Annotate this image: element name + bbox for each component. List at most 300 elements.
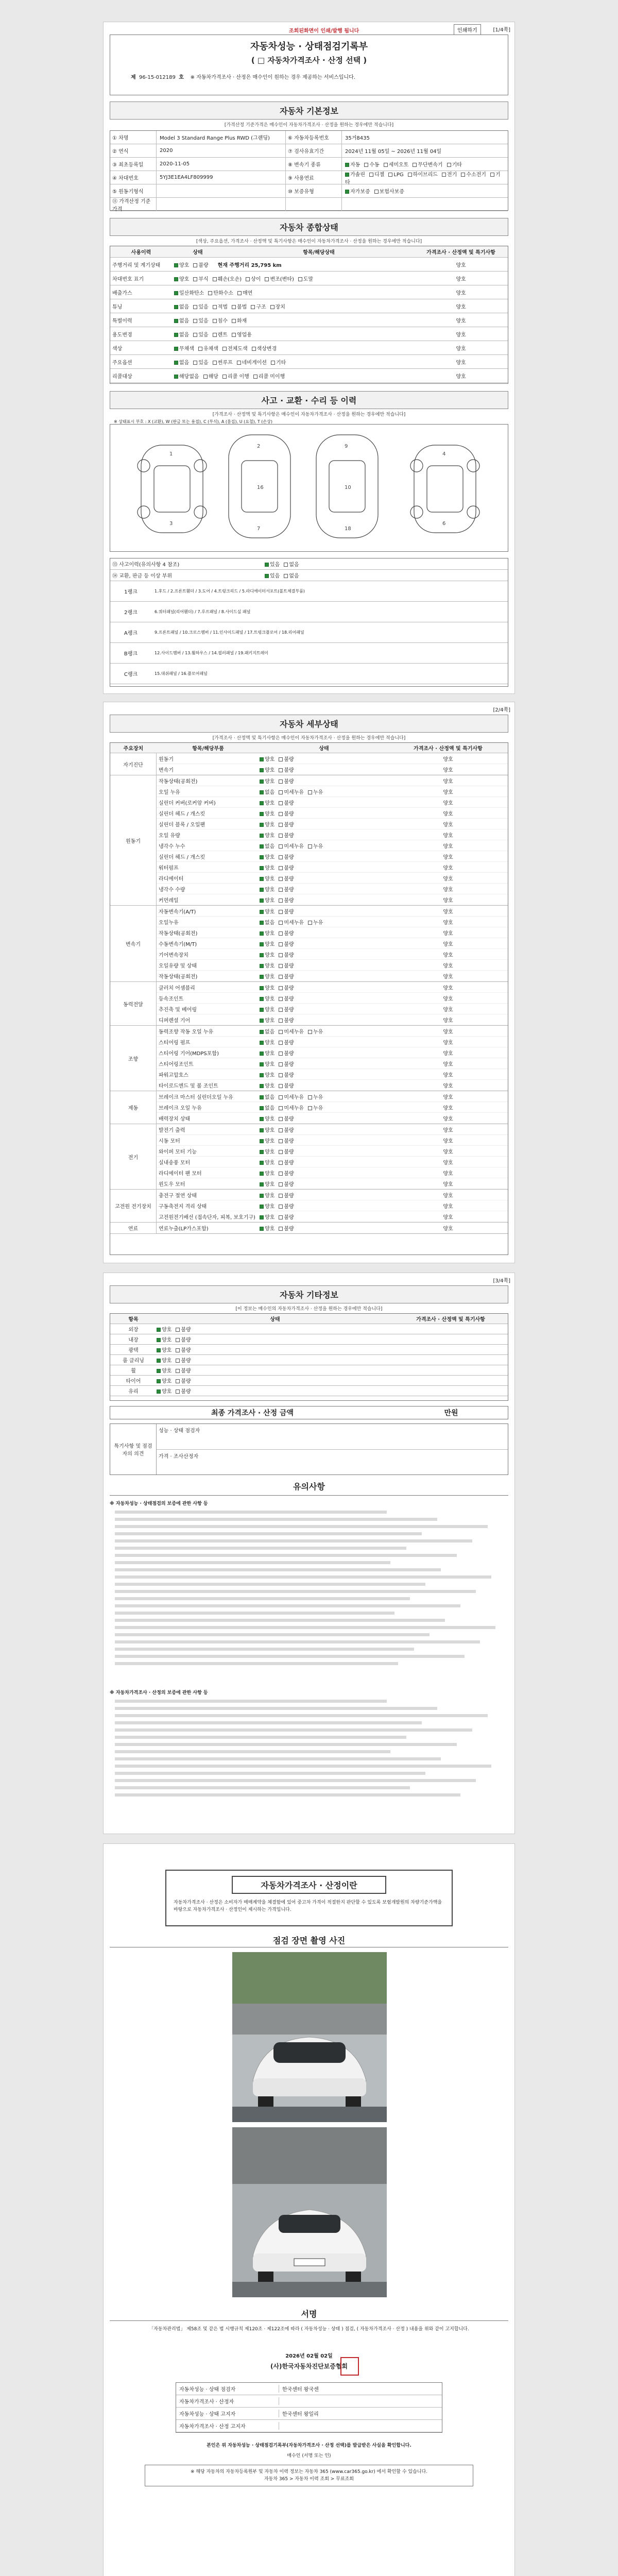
checkbox[interactable] (279, 801, 283, 805)
checkbox[interactable] (193, 263, 197, 267)
detail-verdict: 양호 (443, 887, 453, 893)
checkbox[interactable] (279, 757, 283, 761)
checkbox[interactable] (213, 305, 217, 309)
caution-line (115, 1619, 445, 1622)
checkbox[interactable] (279, 1182, 283, 1187)
checkbox[interactable] (260, 1172, 264, 1176)
detail-item: 냉각수 수량 (159, 887, 185, 893)
checkbox[interactable] (374, 190, 379, 194)
summary-options-option: 없음 (174, 360, 189, 366)
final-price-title: 최종 가격조사 · 산정 금액 (211, 1409, 294, 1417)
detail-options-option: 양호 (260, 1204, 274, 1210)
basic-value: 2020-11-05 (160, 161, 190, 167)
checkbox[interactable] (157, 1359, 161, 1363)
checkbox[interactable] (260, 823, 264, 827)
checkbox[interactable] (279, 790, 283, 794)
checkbox[interactable] (193, 305, 197, 309)
checkbox[interactable] (279, 866, 283, 870)
checkbox[interactable] (279, 844, 283, 849)
checkbox[interactable] (260, 1215, 264, 1219)
other-state (157, 1377, 393, 1384)
checkbox[interactable] (279, 1041, 283, 1045)
summary-options-option: 훼손(오손) (213, 277, 242, 282)
checkbox[interactable] (442, 173, 446, 177)
other-options (157, 1379, 195, 1384)
checkbox[interactable] (237, 361, 241, 365)
detail-item-row (157, 840, 508, 851)
other-item-row (110, 1324, 508, 1334)
detail-options (260, 1171, 298, 1177)
checkbox[interactable] (260, 1150, 264, 1154)
checkbox[interactable] (279, 855, 283, 859)
checkbox[interactable] (176, 1338, 180, 1342)
appraisal-info-text: 자동차가격조사 · 산정은 소비자가 매매계약을 체결함에 있어 중고차 가격이 적절한지 판단할 수 있도록 보험개발원의 차량기준가액을 바탕으로 자동차가격조사 · 산정인이 제시하는 가격입니다. (174, 1900, 442, 1912)
checkbox[interactable] (260, 855, 264, 859)
other-info-note: [이 정보는 매수인의 자동차가격조사 · 산정을 원하는 경우에만 적습니다] (235, 1307, 383, 1312)
checkbox[interactable] (174, 375, 178, 379)
checkbox[interactable] (308, 1030, 312, 1034)
checkbox[interactable] (369, 173, 373, 177)
detail-item: 오일 유량 (159, 833, 180, 839)
checkbox[interactable] (174, 291, 178, 295)
detail-verdict: 양호 (443, 1029, 453, 1035)
checkbox[interactable] (279, 812, 283, 816)
checkbox[interactable] (279, 1106, 283, 1110)
detail-state (260, 1147, 388, 1155)
checkbox[interactable] (271, 361, 275, 365)
basic-options-option: 수동 (364, 162, 379, 168)
accident-table (110, 558, 508, 687)
checkbox[interactable] (260, 931, 264, 936)
basic-options-option: 세미오토 (384, 162, 409, 168)
checkbox[interactable] (157, 1348, 161, 1352)
checkbox[interactable] (193, 319, 197, 323)
checkbox[interactable] (260, 1052, 264, 1056)
other-item: 내장 (128, 1337, 139, 1343)
checkbox[interactable] (176, 1389, 180, 1394)
caution-line (115, 1511, 387, 1514)
checkbox[interactable] (279, 997, 283, 1001)
checkbox[interactable] (232, 319, 236, 323)
checkbox[interactable] (345, 190, 349, 194)
checkbox[interactable] (279, 910, 283, 914)
checkbox[interactable] (174, 333, 178, 337)
checkbox[interactable] (260, 986, 264, 990)
detail-options (260, 1051, 298, 1057)
checkbox[interactable] (157, 1389, 161, 1394)
caution-heading-a: ※ 자동차성능 · 상태점검의 보증에 관한 사항 등 (110, 1501, 208, 1506)
detail-verdict: 양호 (443, 1083, 453, 1089)
checkbox[interactable] (260, 975, 264, 979)
detail-item: 브레이크 마스터 실린더오일 누유 (159, 1094, 233, 1100)
checkbox[interactable] (232, 305, 236, 309)
checkbox[interactable] (447, 163, 451, 167)
checkbox[interactable] (237, 291, 242, 295)
basic-value: 2024년 11월 05일 ~ 2026년 11월 04일 (345, 149, 442, 155)
checkbox[interactable] (270, 305, 274, 309)
checkbox[interactable] (265, 277, 269, 281)
checkbox[interactable] (260, 1084, 264, 1088)
basic-info-row (110, 131, 508, 144)
checkbox[interactable] (279, 964, 283, 968)
summary-options-option: 영업용 (232, 332, 252, 338)
caution-line (115, 1714, 488, 1717)
detail-state (260, 1114, 388, 1122)
checkbox[interactable] (279, 1052, 283, 1056)
checkbox[interactable] (260, 1161, 264, 1165)
checkbox[interactable] (490, 173, 494, 177)
detail-item: 오일누유 (159, 920, 179, 926)
summary-options-option: 있음 (193, 318, 208, 324)
summary-options (174, 291, 256, 296)
checkbox[interactable] (260, 834, 264, 838)
checkbox[interactable] (279, 1128, 283, 1132)
svg-text:10: 10 (345, 485, 351, 490)
checkbox[interactable] (193, 361, 197, 365)
checkbox[interactable] (279, 931, 283, 936)
checkbox[interactable] (279, 1150, 283, 1154)
caution-text-b (115, 1700, 503, 1813)
detail-item: 커먼레일 (159, 897, 179, 904)
summary-row (110, 369, 508, 383)
detail-options (260, 887, 298, 893)
checkbox[interactable] (222, 347, 227, 351)
caution-line (115, 1547, 406, 1550)
summary-options-option: 기타 (271, 360, 286, 366)
detail-verdict: 양호 (443, 963, 453, 969)
checkbox[interactable] (174, 319, 178, 323)
detail-state (260, 1027, 388, 1035)
checkbox[interactable] (174, 263, 178, 267)
checkbox[interactable] (260, 910, 264, 914)
checkbox[interactable] (260, 790, 264, 794)
checkbox[interactable] (408, 173, 412, 177)
detail-options-option: 없음 (260, 1106, 274, 1111)
caution-line (115, 1721, 422, 1724)
checkbox[interactable] (345, 173, 349, 177)
checkbox[interactable] (265, 574, 269, 578)
checkbox[interactable] (260, 1182, 264, 1187)
checkbox[interactable] (251, 305, 255, 309)
summary-row (110, 258, 508, 272)
checkbox[interactable] (260, 812, 264, 816)
checkbox[interactable] (260, 768, 264, 772)
checkbox[interactable] (265, 563, 269, 567)
checkbox[interactable] (203, 375, 208, 379)
detail-options (260, 942, 298, 947)
basic-options-option: 전기 (442, 172, 457, 178)
detail-state (260, 831, 388, 839)
checkbox[interactable] (176, 1359, 180, 1363)
checkbox[interactable] (260, 877, 264, 881)
checkbox[interactable] (213, 361, 217, 365)
checkbox[interactable] (279, 1161, 283, 1165)
checkbox[interactable] (308, 921, 312, 925)
checkbox[interactable] (176, 1348, 180, 1352)
detail-state (260, 755, 388, 762)
checkbox[interactable] (279, 1084, 283, 1088)
checkbox[interactable] (157, 1338, 161, 1342)
summary-state (172, 275, 414, 282)
checkbox[interactable] (222, 375, 227, 379)
detail-header (110, 743, 508, 753)
accident-options-option: 없음 (284, 573, 299, 579)
other-item-row (110, 1345, 508, 1355)
checkbox[interactable] (279, 1215, 283, 1219)
detail-state (260, 1191, 388, 1199)
basic-options-option: 기타 (447, 162, 462, 168)
basic-options-option: 수소전기 (461, 172, 486, 178)
checkbox[interactable] (260, 866, 264, 870)
detail-item: 배력장치 상태 (159, 1116, 191, 1122)
detail-item-row (157, 1058, 508, 1069)
checkbox[interactable] (279, 953, 283, 957)
checkbox[interactable] (198, 347, 202, 351)
checkbox[interactable] (308, 790, 312, 794)
checkbox[interactable] (260, 1062, 264, 1066)
checkbox[interactable] (260, 1205, 264, 1209)
basic-info-row (110, 184, 508, 198)
checkbox[interactable] (174, 347, 178, 351)
checkbox[interactable] (279, 1172, 283, 1176)
checkbox[interactable] (260, 1128, 264, 1132)
summary-options-option: 해당 (203, 374, 218, 380)
basic-options-option: 자가보증 (345, 189, 370, 195)
checkbox[interactable] (260, 1030, 264, 1034)
detail-verdict: 양호 (443, 1061, 453, 1067)
checkbox[interactable] (413, 163, 417, 167)
checkbox[interactable] (176, 1369, 180, 1373)
checkbox[interactable] (260, 1041, 264, 1045)
summary-options (174, 263, 213, 268)
other-options-option: 불량 (176, 1327, 191, 1333)
checkbox[interactable] (279, 1073, 283, 1077)
checkbox[interactable] (260, 844, 264, 849)
checkbox[interactable] (253, 375, 258, 379)
checkbox[interactable] (279, 1194, 283, 1198)
checkbox[interactable] (260, 942, 264, 946)
checkbox[interactable] (260, 953, 264, 957)
detail-options-option: 양호 (260, 779, 274, 785)
svg-text:4: 4 (442, 451, 446, 457)
checkbox[interactable] (193, 333, 197, 337)
checkbox[interactable] (176, 1379, 180, 1383)
checkbox[interactable] (260, 888, 264, 892)
basic-value (342, 160, 508, 168)
checkbox[interactable] (279, 888, 283, 892)
detail-item-row (157, 993, 508, 1004)
checkbox[interactable] (260, 899, 264, 903)
detail-state (260, 863, 388, 871)
checkbox[interactable] (279, 823, 283, 827)
checkbox[interactable] (213, 333, 217, 337)
checkbox[interactable] (157, 1328, 161, 1332)
remarks-label: 특기사항 및 점검자의 의견 (110, 1424, 157, 1475)
summary-options-option: 부식 (193, 277, 208, 282)
checkbox[interactable] (279, 1227, 283, 1231)
checkbox[interactable] (260, 1194, 264, 1198)
detail-verdict: 양호 (443, 897, 453, 904)
checkbox[interactable] (260, 921, 264, 925)
checkbox[interactable] (279, 1117, 283, 1121)
detail-item: 작동상태(공회전) (159, 930, 198, 937)
checkbox[interactable] (308, 1095, 312, 1099)
checkbox[interactable] (260, 997, 264, 1001)
checkbox[interactable] (279, 899, 283, 903)
other-info-table (110, 1313, 508, 1401)
checkbox[interactable] (279, 1205, 283, 1209)
checkbox[interactable] (260, 1008, 264, 1012)
checkbox[interactable] (461, 173, 465, 177)
checkbox[interactable] (279, 779, 283, 784)
detail-options (260, 974, 298, 980)
detail-item: 동력조향 작동 오일 누유 (159, 1029, 214, 1035)
detail-item: 구동축전지 격리 상태 (159, 1204, 207, 1210)
detail-options (260, 909, 298, 915)
checkbox[interactable] (246, 277, 250, 281)
other-item-row (110, 1386, 508, 1396)
checkbox[interactable] (279, 975, 283, 979)
other-options-option: 양호 (157, 1327, 171, 1333)
checkbox[interactable] (279, 1062, 283, 1066)
detail-group (110, 753, 508, 775)
checkbox[interactable] (260, 801, 264, 805)
detail-verdict: 양호 (443, 1018, 453, 1024)
checkbox[interactable] (279, 877, 283, 881)
final-price-row (110, 1406, 508, 1419)
checkbox[interactable] (174, 361, 178, 365)
checkbox[interactable] (208, 291, 212, 295)
checkbox[interactable] (193, 277, 197, 281)
summary-label: 리콜대상 (112, 374, 132, 380)
basic-options (345, 189, 408, 195)
checkbox[interactable] (260, 1095, 264, 1099)
detail-options-option: 누유 (308, 1029, 323, 1035)
checkbox[interactable] (260, 1019, 264, 1023)
checkbox[interactable] (252, 347, 256, 351)
checkbox[interactable] (298, 277, 302, 281)
other-header-cell: 상태 (270, 1317, 280, 1323)
checkbox[interactable] (364, 163, 368, 167)
detail-options-option: 누유 (308, 790, 323, 795)
detail-item-row (157, 786, 508, 797)
caution-line (115, 1590, 476, 1593)
signer-row (176, 2408, 442, 2420)
detail-options-option: 불량 (279, 986, 294, 991)
accident-title: 사고 · 교환 · 수리 등 이력 (110, 391, 508, 409)
detail-item: 실린더 헤드 / 개스킷 (159, 854, 205, 860)
checkbox[interactable] (279, 921, 283, 925)
other-options-option: 불량 (176, 1389, 191, 1395)
checkbox[interactable] (279, 768, 283, 772)
checkbox[interactable] (157, 1369, 161, 1373)
checkbox[interactable] (279, 986, 283, 990)
detail-verdict: 양호 (443, 1072, 453, 1078)
checkbox[interactable] (279, 1008, 283, 1012)
checkbox[interactable] (384, 163, 388, 167)
detail-options-option: 없음 (260, 1095, 274, 1100)
group-name: 원동기 (110, 775, 157, 905)
checkbox[interactable] (174, 277, 178, 281)
checkbox[interactable] (260, 757, 264, 761)
checkbox[interactable] (284, 574, 288, 578)
svg-text:16: 16 (257, 485, 264, 490)
checkbox[interactable] (279, 1019, 283, 1023)
summary-label: 주행거리 및 계기상태 (112, 262, 161, 268)
page-3 (103, 1273, 515, 1834)
accident-note: [가격조사 · 산정액 및 특기사항은 매수인이 자동차가격조사 · 산정을 원하는 경우에만 적습니다] (212, 412, 406, 417)
checkbox[interactable] (213, 277, 217, 281)
caution-text-a (115, 1511, 503, 1686)
signers-table (176, 2382, 442, 2433)
checkbox[interactable] (176, 1328, 180, 1332)
summary-options-option: 불량 (193, 263, 208, 268)
checkbox[interactable] (260, 779, 264, 784)
checkbox[interactable] (279, 1030, 283, 1034)
detail-state (260, 929, 388, 937)
summary-options-option: 양호 (174, 263, 189, 268)
detail-options (260, 1018, 298, 1024)
checkbox[interactable] (260, 1139, 264, 1143)
checkbox[interactable] (260, 964, 264, 968)
detail-item-row (157, 1037, 508, 1047)
checkbox[interactable] (279, 942, 283, 946)
print-button[interactable]: 인쇄하기 (454, 24, 481, 35)
summary-verdict: 양호 (456, 346, 466, 352)
summary-label: 특별이력 (112, 318, 132, 324)
checkbox[interactable] (260, 1073, 264, 1077)
checkbox[interactable] (308, 844, 312, 849)
detail-options-option: 불량 (279, 996, 294, 1002)
caution-line (115, 1640, 480, 1643)
detail-verdict: 양호 (443, 996, 453, 1002)
summary-options-option: 적법 (213, 304, 228, 310)
detail-options-option: 불량 (279, 1051, 294, 1057)
detail-verdict: 양호 (443, 1204, 453, 1210)
checkbox[interactable] (213, 319, 217, 323)
detail-options-option: 양호 (260, 855, 274, 860)
detail-options-option: 불량 (279, 811, 294, 817)
checkbox[interactable] (308, 1106, 312, 1110)
basic-label (285, 198, 342, 211)
checkbox[interactable] (174, 305, 178, 309)
other-state (157, 1346, 393, 1353)
checkbox[interactable] (345, 163, 349, 167)
detail-item-row (157, 917, 508, 927)
checkbox[interactable] (279, 1095, 283, 1099)
checkbox[interactable] (260, 1227, 264, 1231)
checkbox[interactable] (260, 1106, 264, 1110)
summary-table (110, 246, 508, 384)
checkbox[interactable] (157, 1379, 161, 1383)
caution-line (115, 1604, 460, 1607)
checkbox[interactable] (260, 1117, 264, 1121)
checkbox[interactable] (279, 834, 283, 838)
caution-line (115, 1765, 491, 1768)
checkbox[interactable] (284, 563, 288, 567)
detail-options (260, 986, 298, 991)
checkbox[interactable] (232, 333, 236, 337)
caution-line (115, 1728, 472, 1732)
detail-item-row (157, 938, 508, 949)
checkbox[interactable] (388, 173, 392, 177)
detail-state (260, 961, 388, 969)
detail-item: 변속기 (159, 767, 174, 773)
detail-verdict: 양호 (443, 985, 453, 991)
checkbox[interactable] (279, 1139, 283, 1143)
detail-options-option: 양호 (260, 1182, 274, 1188)
detail-group (110, 982, 508, 1026)
